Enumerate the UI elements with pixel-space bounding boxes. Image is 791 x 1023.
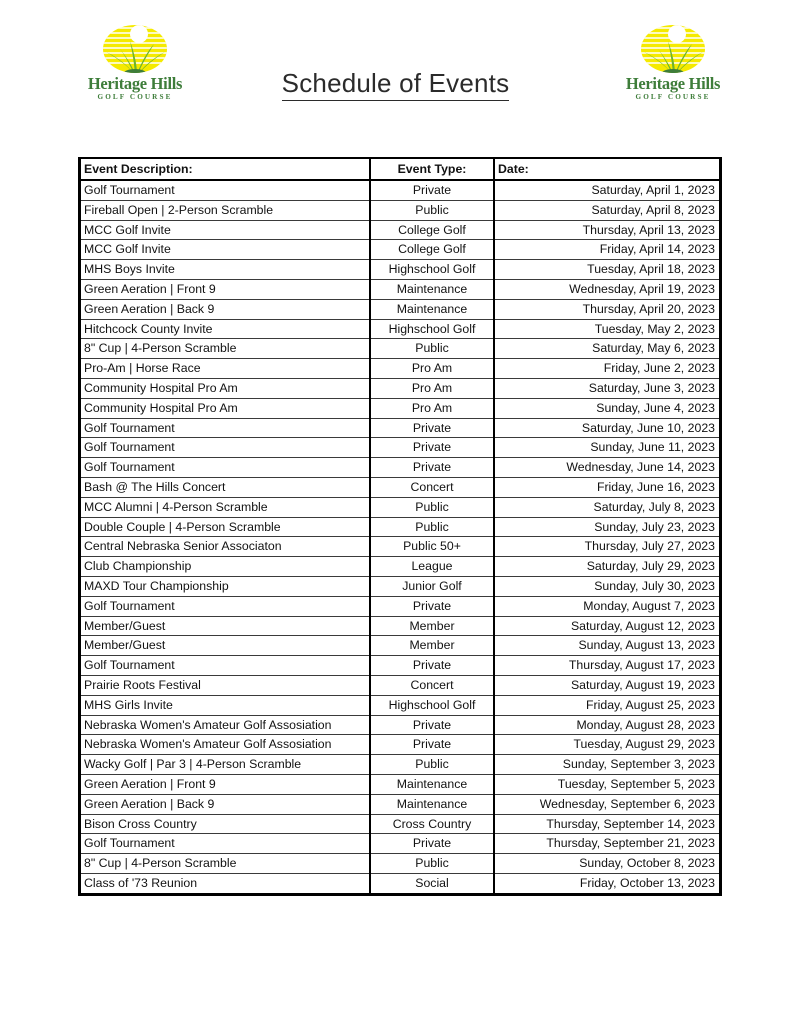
cell-event-description: Green Aeration | Front 9	[80, 774, 370, 794]
table-row	[80, 755, 720, 775]
cell-date: Saturday, July 29, 2023	[494, 557, 720, 577]
page-header	[0, 0, 791, 130]
cell-date: Saturday, August 12, 2023	[494, 616, 720, 636]
cell-event-description: MAXD Tour Championship	[80, 576, 370, 596]
logo-name: Heritage Hills	[87, 74, 183, 93]
cell-date: Sunday, September 3, 2023	[494, 755, 720, 775]
cell-date: Wednesday, September 6, 2023	[494, 794, 720, 814]
cell-date: Friday, June 2, 2023	[494, 359, 720, 379]
column-header-date: Date:	[494, 159, 720, 181]
cell-event-description: Pro-Am | Horse Race	[80, 359, 370, 379]
cell-event-type: Highschool Golf	[370, 695, 494, 715]
table-row	[80, 200, 720, 220]
cell-event-type: League	[370, 557, 494, 577]
table-row	[80, 319, 720, 339]
table-row	[80, 359, 720, 379]
cell-date: Tuesday, September 5, 2023	[494, 774, 720, 794]
cell-event-description: MHS Girls Invite	[80, 695, 370, 715]
table-row	[80, 477, 720, 497]
column-header-event-description: Event Description:	[80, 159, 370, 181]
table-row	[80, 537, 720, 557]
cell-event-description: Class of '73 Reunion	[80, 873, 370, 893]
cell-date: Tuesday, April 18, 2023	[494, 260, 720, 280]
cell-event-description: Fireball Open | 2-Person Scramble	[80, 200, 370, 220]
cell-date: Thursday, April 13, 2023	[494, 220, 720, 240]
cell-date: Saturday, May 6, 2023	[494, 339, 720, 359]
cell-event-type: Public	[370, 497, 494, 517]
table-row	[80, 774, 720, 794]
cell-event-type: Member	[370, 636, 494, 656]
table-row	[80, 458, 720, 478]
cell-event-type: Highschool Golf	[370, 319, 494, 339]
cell-date: Sunday, August 13, 2023	[494, 636, 720, 656]
column-header-event-type: Event Type:	[370, 159, 494, 181]
cell-event-description: Golf Tournament	[80, 596, 370, 616]
golf-course-logo-icon	[639, 24, 707, 77]
cell-date: Wednesday, April 19, 2023	[494, 279, 720, 299]
table-row	[80, 616, 720, 636]
logo-subtitle: GOLF COURSE	[635, 92, 711, 101]
table-row	[80, 398, 720, 418]
cell-event-description: Wacky Golf | Par 3 | 4-Person Scramble	[80, 755, 370, 775]
cell-date: Saturday, April 8, 2023	[494, 200, 720, 220]
cell-event-description: Club Championship	[80, 557, 370, 577]
table-header-row	[80, 159, 720, 181]
cell-event-description: Community Hospital Pro Am	[80, 378, 370, 398]
table-row	[80, 299, 720, 319]
cell-event-description: Golf Tournament	[80, 458, 370, 478]
cell-event-type: Private	[370, 438, 494, 458]
cell-event-type: Private	[370, 418, 494, 438]
cell-event-description: Golf Tournament	[80, 418, 370, 438]
cell-event-description: Nebraska Women's Amateur Golf Assosiation	[80, 715, 370, 735]
table-row	[80, 596, 720, 616]
table-row	[80, 814, 720, 834]
table-row	[80, 735, 720, 755]
cell-date: Sunday, October 8, 2023	[494, 854, 720, 874]
page-title-text: Schedule of Events	[282, 68, 510, 101]
cell-date: Friday, August 25, 2023	[494, 695, 720, 715]
cell-event-type: Public	[370, 517, 494, 537]
cell-date: Thursday, August 17, 2023	[494, 656, 720, 676]
cell-event-description: MHS Boys Invite	[80, 260, 370, 280]
cell-date: Thursday, September 21, 2023	[494, 834, 720, 854]
cell-event-description: MCC Golf Invite	[80, 240, 370, 260]
cell-event-type: Maintenance	[370, 299, 494, 319]
cell-event-type: Private	[370, 735, 494, 755]
cell-event-type: Maintenance	[370, 774, 494, 794]
cell-event-description: Green Aeration | Back 9	[80, 299, 370, 319]
cell-event-type: Pro Am	[370, 398, 494, 418]
table-row	[80, 695, 720, 715]
cell-event-type: Public	[370, 755, 494, 775]
table-row	[80, 557, 720, 577]
table-row	[80, 636, 720, 656]
cell-event-description: 8" Cup | 4-Person Scramble	[80, 854, 370, 874]
cell-date: Saturday, April 1, 2023	[494, 180, 720, 200]
cell-date: Sunday, July 23, 2023	[494, 517, 720, 537]
table-row	[80, 794, 720, 814]
cell-date: Sunday, June 11, 2023	[494, 438, 720, 458]
cell-event-type: Private	[370, 596, 494, 616]
cell-date: Thursday, April 20, 2023	[494, 299, 720, 319]
table-row	[80, 576, 720, 596]
cell-event-type: Private	[370, 715, 494, 735]
table-row	[80, 220, 720, 240]
logo-name: Heritage Hills	[625, 74, 721, 93]
cell-event-description: Community Hospital Pro Am	[80, 398, 370, 418]
table-row	[80, 260, 720, 280]
cell-event-type: Public	[370, 854, 494, 874]
cell-event-description: MCC Golf Invite	[80, 220, 370, 240]
cell-event-description: Golf Tournament	[80, 180, 370, 200]
cell-event-description: Bison Cross Country	[80, 814, 370, 834]
cell-event-type: Cross Country	[370, 814, 494, 834]
cell-event-type: Concert	[370, 477, 494, 497]
cell-event-type: Private	[370, 458, 494, 478]
schedule-table-container	[79, 158, 719, 895]
logo-heritage-hills-right	[617, 24, 729, 106]
cell-event-description: Green Aeration | Front 9	[80, 279, 370, 299]
cell-event-type: Public	[370, 200, 494, 220]
table-row	[80, 873, 720, 893]
logo-wordmark	[617, 76, 729, 101]
cell-date: Sunday, July 30, 2023	[494, 576, 720, 596]
table-row	[80, 378, 720, 398]
cell-event-type: Maintenance	[370, 279, 494, 299]
cell-event-type: Pro Am	[370, 378, 494, 398]
cell-event-description: Nebraska Women's Amateur Golf Assosiation	[80, 735, 370, 755]
cell-date: Saturday, June 3, 2023	[494, 378, 720, 398]
table-row	[80, 656, 720, 676]
cell-event-type: Concert	[370, 675, 494, 695]
cell-event-description: Central Nebraska Senior Associaton	[80, 537, 370, 557]
cell-date: Tuesday, May 2, 2023	[494, 319, 720, 339]
cell-date: Tuesday, August 29, 2023	[494, 735, 720, 755]
cell-event-type: Pro Am	[370, 359, 494, 379]
cell-event-type: Private	[370, 834, 494, 854]
cell-date: Wednesday, June 14, 2023	[494, 458, 720, 478]
cell-date: Friday, June 16, 2023	[494, 477, 720, 497]
cell-date: Sunday, June 4, 2023	[494, 398, 720, 418]
table-row	[80, 497, 720, 517]
cell-date: Friday, April 14, 2023	[494, 240, 720, 260]
cell-date: Friday, October 13, 2023	[494, 873, 720, 893]
table-row	[80, 438, 720, 458]
cell-date: Saturday, June 10, 2023	[494, 418, 720, 438]
cell-event-type: College Golf	[370, 220, 494, 240]
cell-event-description: Prairie Roots Festival	[80, 675, 370, 695]
table-row	[80, 339, 720, 359]
cell-event-type: Member	[370, 616, 494, 636]
cell-event-type: Maintenance	[370, 794, 494, 814]
cell-date: Monday, August 28, 2023	[494, 715, 720, 735]
table-row	[80, 517, 720, 537]
cell-date: Saturday, July 8, 2023	[494, 497, 720, 517]
table-row	[80, 418, 720, 438]
cell-event-description: Golf Tournament	[80, 834, 370, 854]
cell-event-description: Hitchcock County Invite	[80, 319, 370, 339]
cell-event-description: Green Aeration | Back 9	[80, 794, 370, 814]
cell-event-description: Golf Tournament	[80, 656, 370, 676]
logo-subtitle: GOLF COURSE	[97, 92, 173, 101]
cell-event-type: Social	[370, 873, 494, 893]
cell-event-type: College Golf	[370, 240, 494, 260]
cell-date: Thursday, September 14, 2023	[494, 814, 720, 834]
cell-event-type: Public	[370, 339, 494, 359]
table-row	[80, 854, 720, 874]
table-row	[80, 834, 720, 854]
cell-event-type: Junior Golf	[370, 576, 494, 596]
table-row	[80, 180, 720, 200]
cell-event-type: Private	[370, 180, 494, 200]
cell-event-description: Bash @ The Hills Concert	[80, 477, 370, 497]
cell-date: Saturday, August 19, 2023	[494, 675, 720, 695]
cell-event-description: MCC Alumni | 4-Person Scramble	[80, 497, 370, 517]
cell-event-description: Golf Tournament	[80, 438, 370, 458]
cell-date: Thursday, July 27, 2023	[494, 537, 720, 557]
cell-event-description: 8" Cup | 4-Person Scramble	[80, 339, 370, 359]
cell-event-description: Member/Guest	[80, 616, 370, 636]
table-row	[80, 240, 720, 260]
schedule-table	[79, 158, 721, 895]
cell-date: Monday, August 7, 2023	[494, 596, 720, 616]
table-row	[80, 675, 720, 695]
cell-event-type: Private	[370, 656, 494, 676]
table-body	[80, 180, 720, 894]
cell-event-type: Highschool Golf	[370, 260, 494, 280]
cell-event-description: Member/Guest	[80, 636, 370, 656]
table-row	[80, 279, 720, 299]
table-row	[80, 715, 720, 735]
cell-event-type: Public 50+	[370, 537, 494, 557]
table-header	[80, 159, 720, 181]
cell-event-description: Double Couple | 4-Person Scramble	[80, 517, 370, 537]
